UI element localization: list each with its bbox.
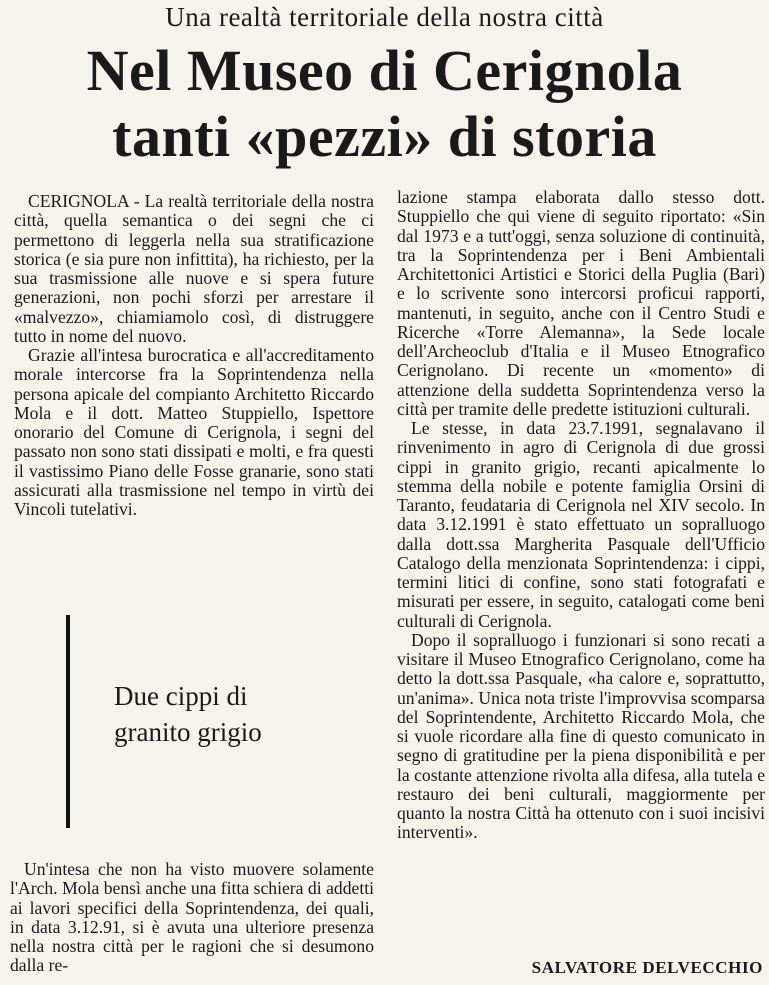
article-subhead [114,678,344,750]
byline: SALVATORE DELVECCHIO [531,958,763,977]
article-kicker: Una realtà territoriale della nostra città [165,2,604,32]
article-headline [0,38,769,170]
left-column-bottom [10,860,374,976]
subhead-line-2: granito grigio [114,717,262,747]
headline-line-1: Nel Museo di Cerignola [86,38,683,103]
subhead-line-1: Due cippi di [114,681,248,711]
paragraph: Dopo il sopralluogo i funzionari si sono recati a visitare il Museo Etnografico Cerignolano, come ha detto la dott.ssa Pasquale, «ha calore e, soprattutto, un'anima». Unica nota triste l'improvvisa scomparsa del Soprintendente, Architetto Riccardo Mola, che si vuole ricordare alla fine di questo comunicato in segno di gratitudine per la piena disponibilità e per la costante attenzione rivolta alla difesa, alla tutela e restauro dei beni culturali, maggiormente per quanto la nostra Città ha ottenuto con i suoi incisivi interventi». [397,629,765,843]
headline-line-2: tanti «pezzi» di storia [112,104,657,169]
paragraph: CERIGNOLA - La realtà territoriale della nostra città, quella semantica o dei segni che ci permettono di leggerla nella sua stratificazione storica (e sia pure non infittita), ha richiesto, per la sua trasmissione alle nuove e si spera future generazioni, non pochi sforzi per arrestare il «malvezzo», chiamiamolo così, di distruggere tutto in nome del nuovo. [14,191,374,346]
paragraph: Un'intesa che non ha visto muovere solamente l'Arch. Mola bensì anche una fitta schiera di addetti ai lavori specifici della Soprintendenza, dei quali, in data 3.12.91, si è avuta una ulteriore presenza nella nostra città per le ragioni che si desumono dalla re- [10,859,374,976]
paragraph: lazione stampa elaborata dallo stesso dott. Stuppiello che qui viene di seguito riportato: «Sin dal 1973 e a tutt'oggi, senza soluzione di continuità, tra la Soprintendenza per i Beni Ambientali Architettonici Artistici e Storici della Puglia (Bari) e lo scrivente sono intercorsi proficui rapporti, mantenuti, in seguito, anche con il Centro Studi e Ricerche «Torre Alemanna», la Sede locale dell'Archeoclub d'Italia e il Museo Etnografico Cerignolano. Di recente un «momento» di attenzione della suddetta Soprintendenza verso la città per tramite delle predette istituzioni culturali. [397,187,765,419]
paragraph: Le stesse, in data 23.7.1991, segnalavano il rinvenimento in agro di Cerignola di due grossi cippi in granito grigio, recanti apicalmente lo stemma della nobile e potente famiglia Orsini di Taranto, feudataria di Cerignola nel XIV secolo. In data 3.12.1991 è stato effettuato un sopralluogo dalla dott.ssa Margherita Pasquale dell'Ufficio Catalogo della menzionata Soprintendenza: i cippi, termini litici di confine, sono stati fotografati e misurati per essere, in seguito, catalogati come beni culturali di Cerignola. [397,418,765,631]
right-column [397,188,765,843]
left-column [14,192,374,519]
paragraph: Grazie all'intesa burocratica e all'accreditamento morale intercorse fra la Soprintendenza nella persona apicale del compianto Architetto Riccardo Mola e il dott. Matteo Stuppiello, Ispettore onorario del Comune di Cerignola, i segni del passato non sono stati dissipati e molti, e fra questi il vastissimo Piano delle Fosse granarie, sono stati assicurati alla trasmissione nel tempo in virtù dei Vincoli tutelativi. [14,345,374,519]
subhead-rule [66,615,70,828]
